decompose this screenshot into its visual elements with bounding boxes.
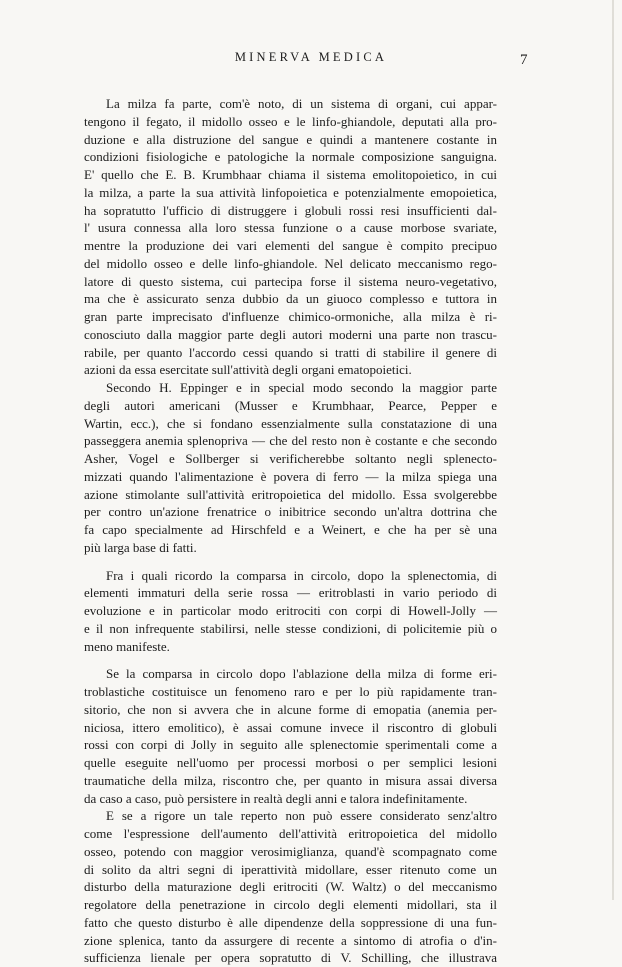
text-line: e il non infrequente stabilirsi, nelle stesse condizioni, di policitemie più o <box>84 620 497 636</box>
text-line: regolatore della penetrazione in circolo degli elementi midollari, sta il <box>84 897 497 912</box>
page-number: 7 <box>520 52 528 68</box>
text-line: l' usura connessa alla loro stessa funzione o a cause morbose svariate, <box>84 220 497 236</box>
text-line: rabile, per quanto l'accordo cessi quando si tratti di stabilire il genere di <box>84 344 497 360</box>
text-line: azione stimolante sull'attività eritropoietica del midollo. Essa svolgerebbe <box>84 486 497 502</box>
text-line: del midollo osseo e delle linfo-ghiandole. Nel delicato meccanismo rego- <box>84 255 497 271</box>
text-line: passeggera anemia splenopriva — che del resto non è costante e che secondo <box>84 433 497 449</box>
text-line: meno manifeste. <box>84 638 170 654</box>
text-line: Secondo H. Eppinger e in special modo secondo la maggior parte <box>106 380 497 395</box>
text-line: da caso a caso, può persistere in realtà degli anni e talora indefinitamente. <box>84 790 468 806</box>
text-line: Se la comparsa in circolo dopo l'ablazione della milza di forme eri- <box>106 666 497 682</box>
text-line: fa capo specialmente ad Hirschfeld e a Weinert, e che ha per sè una <box>84 522 497 537</box>
text-line: fatto che questo disturbo è alle dipendenze della soppressione di una fun- <box>84 914 497 930</box>
text-line: E se a rigore un tale reperto non può essere considerato senz'altro <box>106 808 497 824</box>
text-line: traumatiche della milza, riscontro che, per quanto in misura assai diversa <box>84 772 497 788</box>
text-line: gran parte imprecisato d'influenze chimico-ormoniche, alla milza è ri- <box>84 309 497 324</box>
text-line: niciosa, ittero emolitico), è assai comune invece il riscontro di globuli <box>84 719 497 735</box>
running-header: MINERVA MEDICA <box>234 50 388 64</box>
text-line: più larga base di fatti. <box>84 539 197 555</box>
text-line: Wartin, ecc.), che si fondano essenzialmente sulla constatazione di una <box>84 415 497 431</box>
text-line: degli autori americani (Musser e Krumbhaar, Pearce, Pepper e <box>84 397 497 413</box>
text-line: rossi con corpi di Jolly in seguito alle splenectomie sperimentali come a <box>84 737 497 753</box>
text-line: sitorio, che non si avvera che in alcune forme di emopatia (anemia per- <box>84 701 497 717</box>
paragraph <box>84 807 497 967</box>
text-line: di solito da altri segni di iperattività midollare, esser ritenuto come un <box>84 861 497 877</box>
text-line: tengono il fegato, il midollo osseo e le linfo-ghiandole, deputati alla pro- <box>84 113 497 129</box>
text-line: conosciuto dalla maggior parte degli autori moderni una parte non trascu- <box>84 326 497 342</box>
text-line: disturbo della maturazione degli eritrociti (W. Waltz) o del meccanismo <box>84 879 497 895</box>
text-line: zione splenica, tanto da assurgere di recente a sintomo di atrofia o d'in- <box>84 932 497 948</box>
text-line: la milza, a parte la sua attività linfopoietica e potenzialmente emopoietica, <box>84 184 497 200</box>
paragraph <box>84 567 497 656</box>
text-line: condizioni fisiologiche e patologiche la normale composizione sanguigna. <box>84 149 497 165</box>
text-line: azioni da essa esercitate sull'attività degli organi ematopoietici. <box>84 362 412 378</box>
text-line: troblastiche costituisce un fenomeno raro e per lo più rapidamente tran- <box>84 684 497 699</box>
paragraph <box>84 379 497 557</box>
text-line: come l'espressione dell'aumento dell'attività eritropoietica del midollo <box>84 826 497 841</box>
text-line: evoluzione e in particolar modo eritrociti con corpi di Howell-Jolly — <box>84 603 497 618</box>
text-line: Fra i quali ricordo la comparsa in circolo, dopo la splenectomia, di <box>106 567 497 583</box>
text-line: Asher, Vogel e Sollberger si verificherebbe soltanto negli splenecto- <box>84 451 497 466</box>
text-line: quelle eseguite nell'uomo per processi morbosi o per semplici lesioni <box>84 755 497 770</box>
text-line: sufficienza lienale per opera sopratutto di V. Schilling, che illustrava <box>84 950 497 966</box>
paragraph-gap <box>84 655 497 665</box>
text-line: mentre la produzione dei vari elementi del sangue è compito precipuo <box>84 238 497 253</box>
text-line: latore di questo sistema, cui partecipa forse il sistema neuro-vegetativo, <box>84 273 497 289</box>
text-line: mizzati quando l'alimentazione è povera di ferro — la milza spiega una <box>84 468 497 484</box>
text-line: elementi immaturi della serie rossa — eritroblasti in vario periodo di <box>84 585 497 601</box>
text-line: ha sopratutto l'ufficio di distruggere i globuli rossi resi insufficienti dal- <box>84 202 497 218</box>
text-line: per contro un'azione frenatrice o inibitrice secondo un'altra dottrina che <box>84 504 497 520</box>
text-line: osseo, potendo con maggior verosimiglianza, quand'è scompagnato come <box>84 843 497 859</box>
paragraph <box>84 95 497 379</box>
scan-edge-shadow <box>612 0 614 900</box>
text-line: duzione e alla distruzione del sangue e quindi a mantenere costante in <box>84 131 497 147</box>
paragraph <box>84 665 497 807</box>
text-line: E' quello che E. B. Krumbhaar chiama il sistema emolitopoietico, in cui <box>84 167 497 182</box>
body-text <box>84 95 497 967</box>
text-line: ma che è assicurato senza dubbio da un giuoco complesso e tuttora in <box>84 291 497 307</box>
paragraph-gap <box>84 557 497 567</box>
text-line: La milza fa parte, com'è noto, di un sistema di organi, cui appar- <box>106 96 497 111</box>
